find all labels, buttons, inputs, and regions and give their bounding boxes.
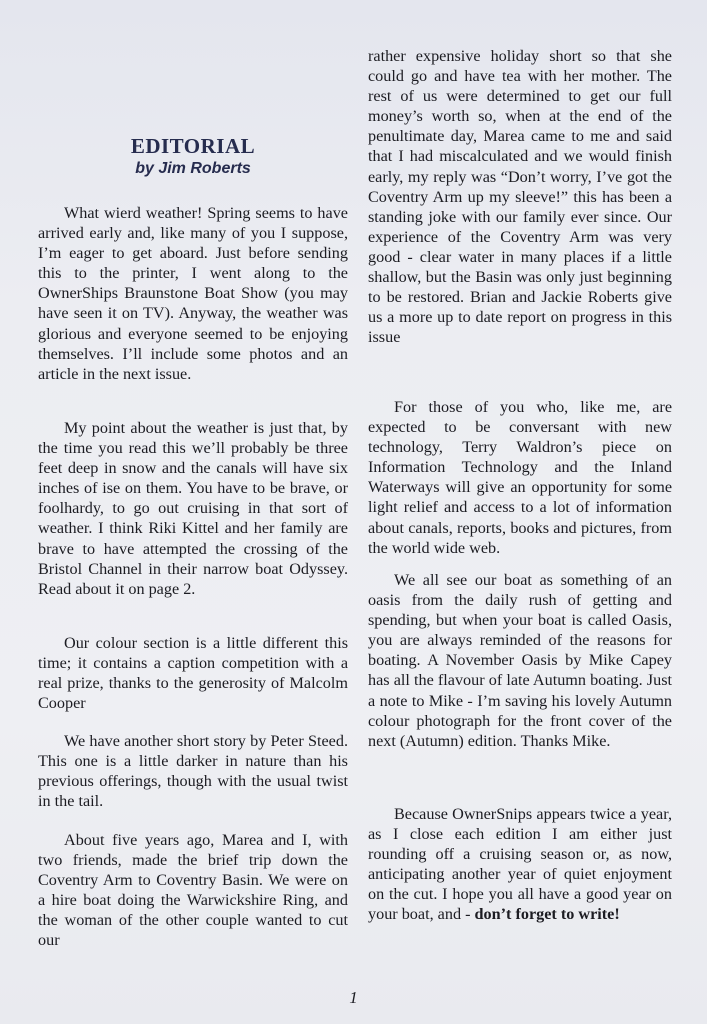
editorial-title: EDITORIAL [130,134,256,158]
paragraph-coventry-trip: About five years ago, Marea and I, with two friends, made the brief trip down the Coventry Arm to Coventry Basin. We were on a hire boat doing the Warwickshire Ring, and the woman of the other couple wanted to cut our [38,831,348,950]
paragraph-short-story: We have another short story by Peter Steed. This one is a little darker in nature than his previous offerings, though with the usual twist in the tail. [38,732,348,811]
paragraph-oasis: We all see our boat as something of an oasis from the daily rush of getting and spending, but when your boat is called Oasis, you are always reminded of the reasons for boating. A November Oasis by Mike Capey has all the flavour of late Autumn boating. Just a note to Mike - I’m saving his lovely Autumn colour photograph for the front cover of the next (Autumn) edition. Thanks Mike. [368,571,672,750]
closing-bold-text: don’t forget to write! [474,905,620,924]
page-number: 1 [349,988,358,1007]
paragraph-coventry-continued: rather expensive holiday short so that she could go and have tea with her mother. The rest of us were determined to get our full money’s worth so, when at the end of the penultimate day, Marea came to me and said that I had miscalculated and we would finish early, my reply was “Don’t worry, I’ve got the Coventry Arm up my sleeve!” this has been a standing joke with our family ever since. Our experience of the Coventry Arm was very good - clear water in many places if a little shallow, but the Basin was only just beginning to be restored. Brian and Jackie Roberts give us a more up to date report on progress in this issue [368,47,672,347]
closing-text: Because OwnerSnips appears twice a year, as I close each edition I am either just rounding off a cruising season or, as now, anticipating another year of quiet enjoyment on the cut. I hope you all have a good year on your boat, and - [368,805,672,924]
paragraph-closing [368,804,672,925]
paragraph-colour-section: Our colour section is a little different this time; it contains a caption competition with a real prize, thanks to the generosity of Malcolm Cooper [38,634,348,713]
editorial-byline: by Jim Roberts [135,160,251,177]
paragraph-weather-intro: What wierd weather! Spring seems to have arrived early and, like many of you I suppose, I’m eager to get aboard. Just before sending this to the printer, I went along to the OwnerShips Braunstone Boat Show (you may have seen it on TV). Anyway, the weather was glorious and everyone seemed to be enjoying themselves. I’ll include some photos and an article in the next issue. [38,204,348,383]
paragraph-weather-point: My point about the weather is just that, by the time you read this we’ll probably be three feet deep in snow and the canals will have six inches of ise on them. You have to be brave, or foolhardy, to go out cruising in that sort of weather. I think Riki Kittel and her family are brave to have attempted the crossing of the Bristol Channel in their narrow boat Odyssey. Read about it on page 2. [38,419,348,598]
paragraph-technology: For those of you who, like me, are expected to be conversant with new technology, Terry Waldron’s piece on Information Technology and the Inland Waterways will give an opportunity for some light relief and access to a lot of information about canals, reports, books and pictures, from the world wide web. [368,398,672,557]
